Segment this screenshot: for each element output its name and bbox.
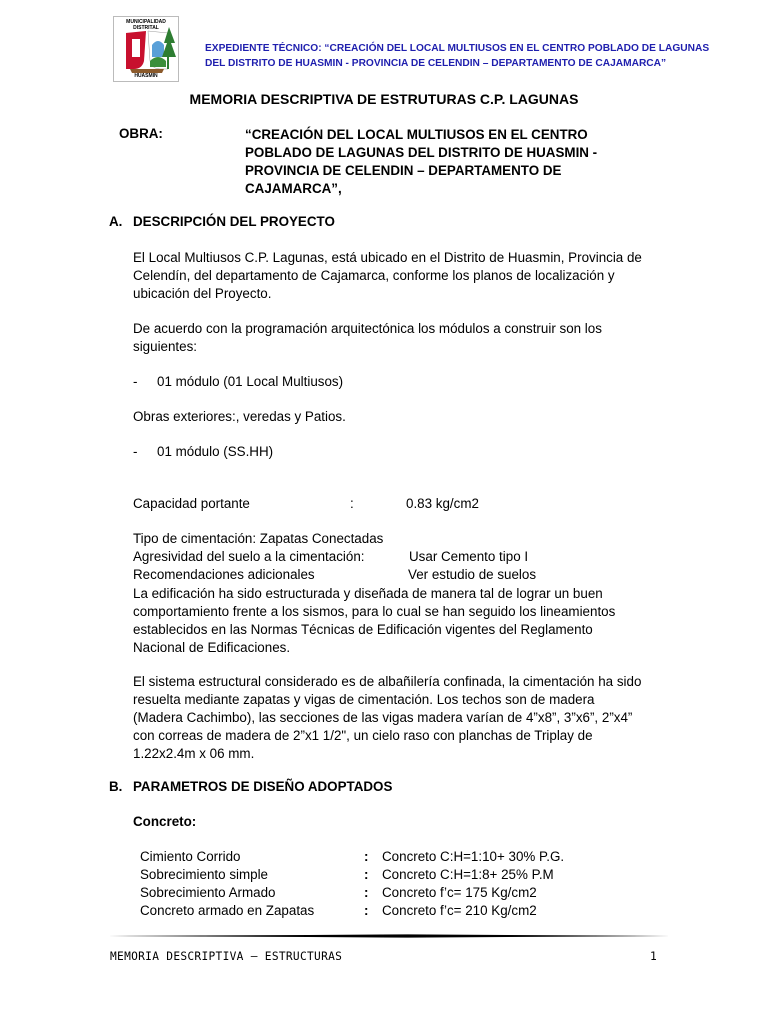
section-letter: B. xyxy=(109,779,123,794)
spec-colon: : xyxy=(364,885,369,900)
paragraph-line: comportamiento frente a los sismos, para lo cual se han seguido los lineamientos xyxy=(133,604,616,619)
spec-label: Concreto armado en Zapatas xyxy=(140,903,315,918)
aggressiveness-label: Agresividad del suelo a la cimentación: xyxy=(133,549,365,564)
section-letter: A. xyxy=(109,214,123,229)
municipal-logo xyxy=(113,16,179,82)
concrete-heading: Concreto: xyxy=(133,814,197,829)
paragraph-line: (Madera Cachimbo), las secciones de las vigas madera varían de 4”x8”, 3”x6”, 2”x4” xyxy=(133,710,633,725)
capacity-label: Capacidad portante xyxy=(133,496,250,511)
header-line-2: DEL DISTRITO DE HUASMIN - PROVINCIA DE CELENDIN – DEPARTAMENTO DE CAJAMARCA” xyxy=(205,58,667,69)
paragraph-seismic xyxy=(133,585,663,657)
section-title: DESCRIPCIÓN DEL PROYECTO xyxy=(133,214,335,229)
section-b-heading xyxy=(109,779,509,797)
paragraph-line: con correas de madera de 2”x1 1/2", un cielo raso con planchas de Triplay de xyxy=(133,728,593,743)
page-number: 1 xyxy=(650,950,657,963)
obra-label: OBRA: xyxy=(119,126,163,141)
logo-top-text: MUNICIPALIDAD DISTRITAL xyxy=(126,19,166,31)
paragraph-line: resuelta mediante zapatas y vigas de cimentación. Los techos son de madera xyxy=(133,692,595,707)
spec-value: Concreto C:H=1:10+ 30% P.G. xyxy=(382,849,565,864)
paragraph-line: El sistema estructural considerado es de albañilería confinada, la cimentación ha sido xyxy=(133,674,642,689)
obra-text xyxy=(245,126,645,198)
spec-value: Concreto f’c= 175 Kg/cm2 xyxy=(382,885,537,900)
obra-line: PROVINCIA DE CELENDIN – DEPARTAMENTO DE xyxy=(245,163,562,178)
paragraph-line: De acuerdo con la programación arquitectónica los módulos a construir son los xyxy=(133,321,602,336)
document-title: MEMORIA DESCRIPTIVA DE ESTRUTURAS C.P. LAGUNAS xyxy=(189,91,579,107)
paragraph-modules xyxy=(133,320,663,356)
spec-label: Sobrecimiento simple xyxy=(140,867,269,882)
capacity-value: 0.83 kg/cm2 xyxy=(406,496,479,511)
recommendations-label: Recomendaciones adicionales xyxy=(133,567,315,582)
foundation-type: Tipo de cimentación: Zapatas Conectadas xyxy=(133,531,384,546)
bullet-item: 01 módulo (01 Local Multiusos) xyxy=(157,374,344,389)
paragraph-line: ubicación del Proyecto. xyxy=(133,286,272,301)
paragraph-line: siguientes: xyxy=(133,339,198,354)
header-line-1: EXPEDIENTE TÉCNICO: “CREACIÓN DEL LOCAL MULTIUSOS EN EL CENTRO POBLADO DE LAGUNAS xyxy=(205,43,710,54)
paragraph-line: establecidos en las Normas Técnicas de Edificación vigentes del Reglamento xyxy=(133,622,593,637)
obra-line: POBLADO DE LAGUNAS DEL DISTRITO DE HUASMIN - xyxy=(245,145,598,160)
capacity-colon: : xyxy=(350,496,354,511)
exterior-works: Obras exteriores:, veredas y Patios. xyxy=(133,409,346,424)
spec-colon: : xyxy=(364,867,369,882)
recommendations-value: Ver estudio de suelos xyxy=(408,567,537,582)
paragraph-structural-system xyxy=(133,673,663,763)
footer-title: MEMORIA DESCRIPTIVA – ESTRUCTURAS xyxy=(110,950,343,963)
obra-line: CAJAMARCA”, xyxy=(245,181,342,196)
paragraph-line: El Local Multiusos C.P. Lagunas, está ubicado en el Distrito de Huasmin, Provincia de xyxy=(133,250,642,265)
paragraph-line: Nacional de Edificaciones. xyxy=(133,640,291,655)
spec-colon: : xyxy=(364,903,369,918)
spec-colon: : xyxy=(364,849,369,864)
obra-line: “CREACIÓN DEL LOCAL MULTIUSOS EN EL CENTRO xyxy=(245,127,588,142)
paragraph-line: La edificación ha sido estructurada y diseñada de manera tal de lograr un buen xyxy=(133,586,603,601)
paragraph-line: Celendín, del departamento de Cajamarca, conforme los planos de localización y xyxy=(133,268,615,283)
section-title: PARAMETROS DE DISEÑO ADOPTADOS xyxy=(133,779,393,794)
bullet-item: 01 módulo (SS.HH) xyxy=(157,444,274,459)
bullet-dash: - xyxy=(133,374,138,389)
footer-rule xyxy=(108,934,670,938)
logo-bottom-text: HUASMIN xyxy=(134,73,158,79)
bullet-dash: - xyxy=(133,444,138,459)
spec-label: Sobrecimiento Armado xyxy=(140,885,276,900)
paragraph-location xyxy=(133,249,663,303)
section-a-heading xyxy=(109,214,509,232)
aggressiveness-value: Usar Cemento tipo I xyxy=(409,549,529,564)
spec-value: Concreto f’c= 210 Kg/cm2 xyxy=(382,903,537,918)
spec-label: Cimiento Corrido xyxy=(140,849,241,864)
paragraph-line: 1.22x2.4m x 06 mm. xyxy=(133,746,255,761)
spec-value: Concreto C:H=1:8+ 25% P.M xyxy=(382,867,554,882)
